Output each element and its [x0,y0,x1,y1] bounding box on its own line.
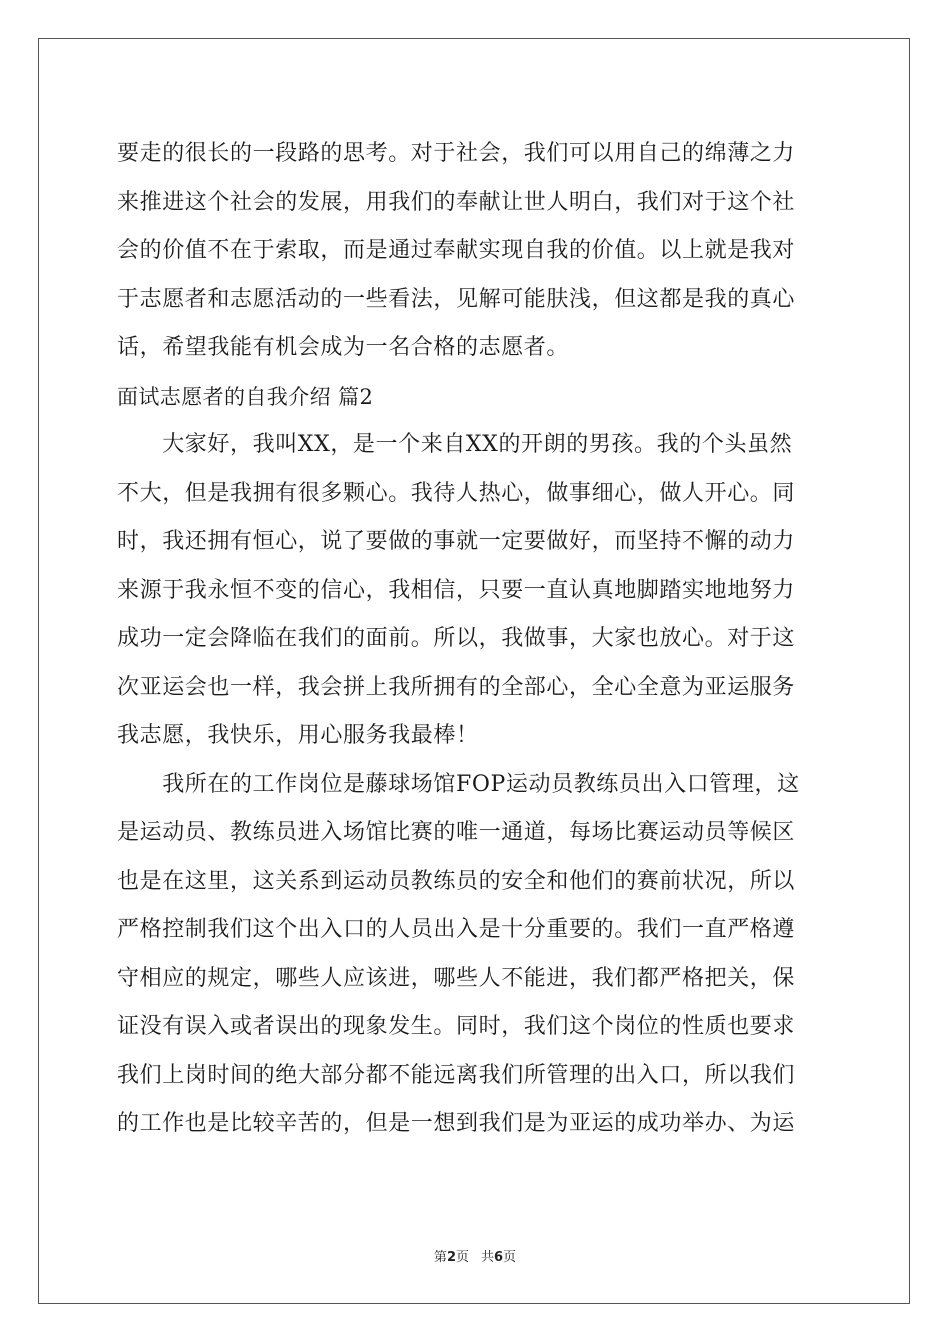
body-line: 次亚运会也一样，我会拼上我所拥有的全部心，全心全意为亚运服务 [117,674,796,700]
body-line: 我们上岗时间的绝大部分都不能远离我们所管理的出入口，所以我们 [117,1062,796,1088]
body-line: 不大，但是我拥有很多颗心。我待人热心，做事细心，做人开心。同 [117,480,796,506]
body-line: 是运动员、教练员进入场馆比赛的唯一通道，每场比赛运动员等候区 [117,820,796,845]
body-line: 来推进这个社会的发展，用我们的奉献让世人明白，我们对于这个社 [117,189,796,215]
total-prefix: 共 [481,1250,495,1265]
body-line: 时，我还拥有恒心，说了要做的事就一定要做好，而坚持不懈的动力 [117,529,796,554]
body-line: 来源于我永恒不变的信心，我相信，只要一直认真地脚踏实地地努力 [117,577,796,603]
body-line: 于志愿者和志愿活动的一些看法，见解可能肤浅，但这都是我的真心 [117,286,796,312]
body-line: 严格控制我们这个出入口的人员出入是十分重要的。我们一直严格遵 [117,917,796,942]
page-total: 6 [494,1250,504,1265]
body-line: 守相应的规定，哪些人应该进，哪些人不能进，我们都严格把关，保 [117,965,796,991]
page-current: 2 [446,1250,456,1265]
total-suffix: 页 [503,1250,517,1265]
body-line: 我志愿，我快乐，用心服务我最棒！ [117,723,479,748]
body-line: 证没有误入或者误出的现象发生。同时，我们这个岗位的性质也要求 [117,1014,796,1039]
page-suffix: 页 [455,1250,469,1265]
body-line: 我所在的工作岗位是藤球场馆FOP运动员教练员出入口管理，这 [117,771,800,797]
body-line: 的工作也是比较辛苦的，但是一想到我们是为亚运的成功举办、为运 [117,1111,796,1136]
page-prefix: 第 [433,1250,447,1265]
body-line: 话，希望我能有机会成为一名合格的志愿者。 [117,335,570,360]
body-line: 要走的很长的一段路的思考。对于社会，我们可以用自己的绵薄之力 [117,141,796,166]
body-line: 会的价值不在于索取，而是通过奉献实现自我的价值。以上就是我对 [117,238,796,263]
body-line: 也是在这里，这关系到运动员教练员的安全和他们的赛前状况，所以 [117,868,796,894]
section-heading: 面试志愿者的自我介绍 篇2 [117,384,374,409]
document-body [117,130,837,1149]
page-footer [0,1246,950,1265]
body-line: 大家好，我叫XX，是一个来自XX的开朗的男孩。我的个头虽然 [117,432,793,457]
body-line: 成功一定会降临在我们的面前。所以，我做事，大家也放心。对于这 [117,626,796,651]
